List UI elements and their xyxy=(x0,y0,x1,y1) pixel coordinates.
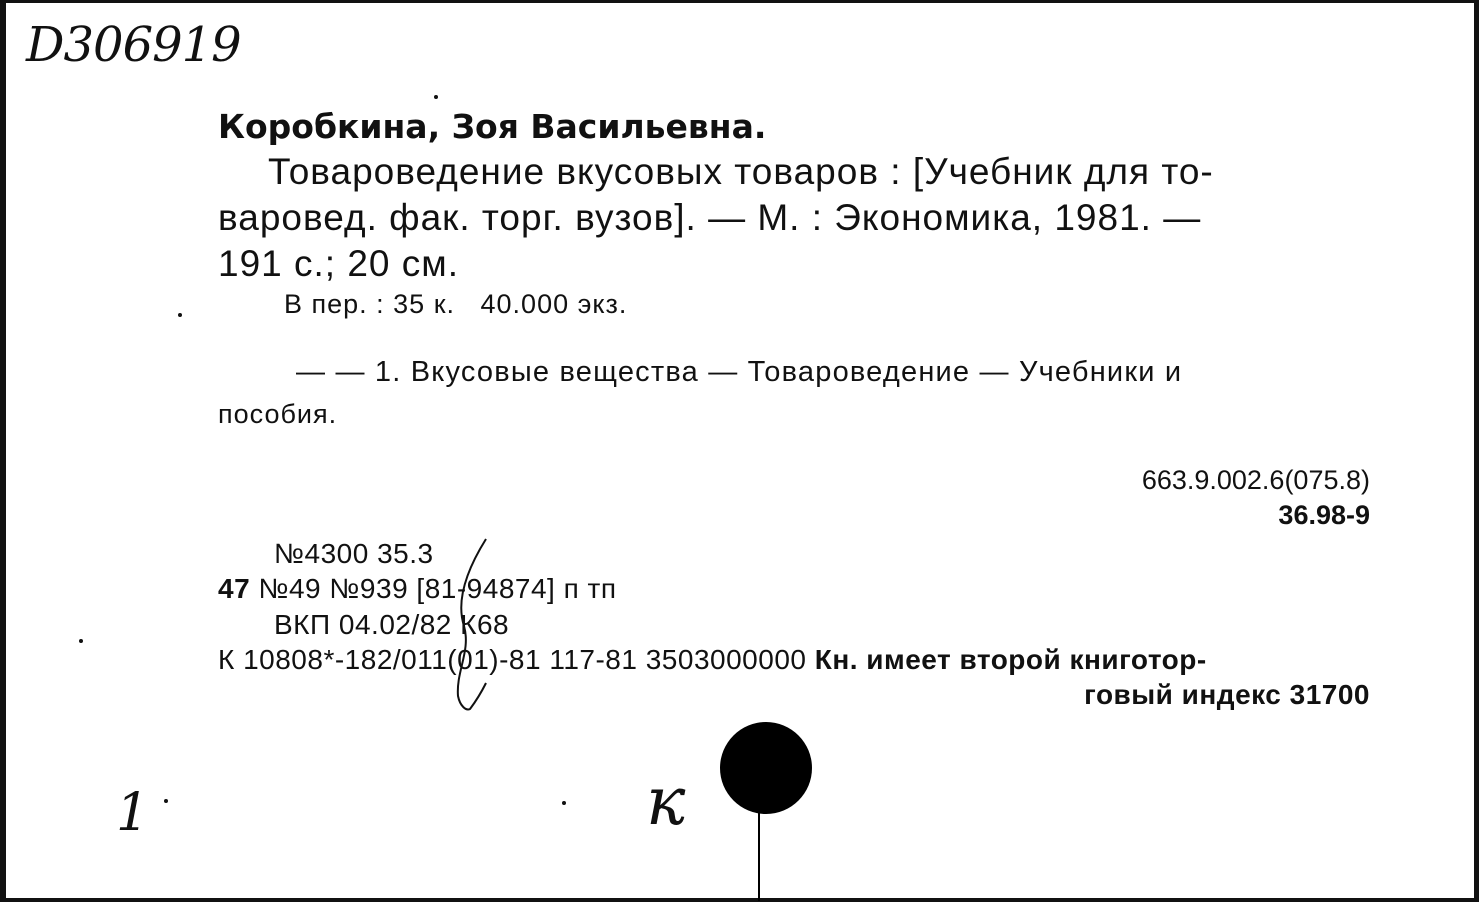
service-line-4 xyxy=(218,644,1207,676)
speck-mark xyxy=(79,639,83,643)
bbk-index: 36.98-9 xyxy=(1278,500,1370,530)
udc-index: 663.9.002.6(075.8) xyxy=(1141,465,1370,495)
punch-hole xyxy=(720,722,812,814)
inventory-number: D306919 xyxy=(26,17,241,73)
service-line-1: №4300 35.3 xyxy=(274,538,434,569)
subject-heading-line-1: — — 1. Вкусовые вещества — Товароведение — Учебники и xyxy=(296,356,1183,388)
service-line-5: говый индекс 31700 xyxy=(1084,679,1370,710)
speck-mark xyxy=(164,799,168,803)
title-line-2: варовед. фак. торг. вузов]. — М. : Экономика, 1981. — xyxy=(218,197,1202,238)
service-line-2-rest: №49 №939 [81-94874] п тп xyxy=(258,573,617,604)
speck-mark xyxy=(434,95,438,99)
speck-mark xyxy=(562,801,566,805)
service-line-4-codes: К 10808*-182/011(01)-81 117-81 3503000000 xyxy=(218,644,807,675)
service-line-2-prefix: 47 xyxy=(218,573,251,604)
handwritten-mark-left: 1 xyxy=(116,783,150,843)
service-line-4-note: Кн. имеет второй книготор- xyxy=(814,644,1207,675)
speck-mark xyxy=(178,313,182,317)
service-line-2 xyxy=(218,573,617,605)
service-line-3: ВКП 04.02/82 К68 xyxy=(274,609,510,640)
subject-heading-line-2: пособия. xyxy=(218,399,338,429)
title-line-1: Товароведение вкусовых товаров : [Учебник для то- xyxy=(268,151,1214,192)
punch-hole-slit xyxy=(758,793,760,901)
title-line-3: 191 с.; 20 см. xyxy=(218,243,460,284)
author-heading: Коробкина, Зоя Васильевна. xyxy=(218,107,767,146)
handwritten-mark-center: к xyxy=(646,763,686,840)
price-run-line: В пер. : 35 к. 40.000 экз. xyxy=(284,289,628,319)
handwritten-bracket-mark xyxy=(436,531,506,716)
